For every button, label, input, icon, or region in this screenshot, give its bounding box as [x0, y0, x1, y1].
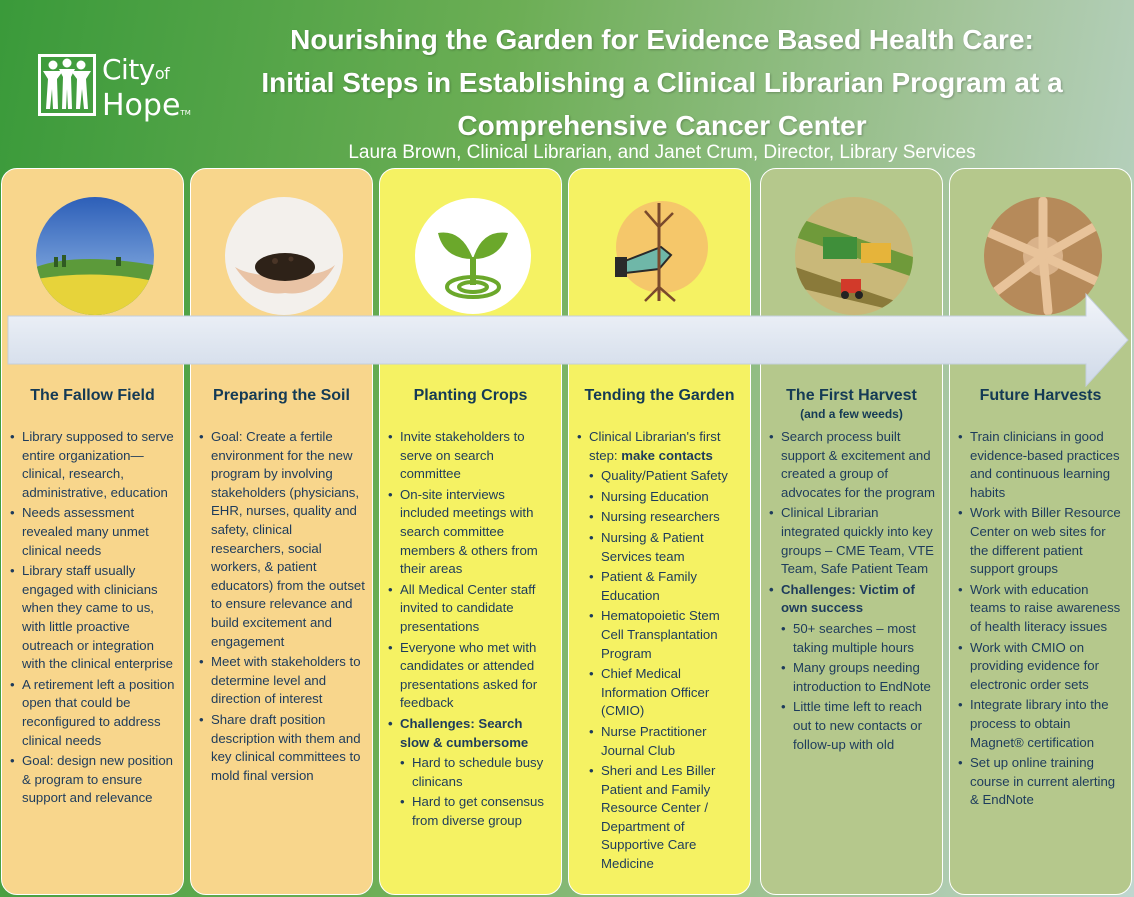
list-item: • Meet with stakeholders to determine level and direction of interest: [199, 653, 366, 709]
list-item: • Work with education teams to raise awareness of health literacy issues: [958, 581, 1125, 637]
list-subitem: • Nurse Practitioner Journal Club: [589, 723, 744, 760]
title-line-3: Comprehensive Cancer Center: [457, 110, 867, 141]
column-heading: The First Harvest: [786, 387, 917, 404]
column-future-harvests: [949, 168, 1132, 895]
column-list: [388, 428, 555, 832]
logo-trademark: TM: [180, 109, 191, 117]
hands-soil-icon: [225, 197, 343, 315]
column-list: [769, 428, 936, 756]
list-item: • Work with CMIO on providing evidence for electronic order sets: [958, 639, 1125, 695]
list-item: • Everyone who met with candidates or attended presentations asked for feedback: [388, 639, 555, 713]
lead-bold-text: make contacts: [621, 447, 713, 463]
list-subitem: • Hard to schedule busy clinicans: [400, 754, 555, 791]
sprout-icon: [414, 197, 532, 315]
column-list: [958, 428, 1125, 812]
list-item: • On-site interviews included meetings with search committee members & others from their areas: [388, 486, 555, 579]
column-planting-crops: [379, 168, 562, 895]
list-subitem: • Nursing Education: [589, 488, 744, 507]
column-heading: Tending the Garden: [584, 387, 735, 404]
people-logo-icon: [38, 54, 96, 116]
challenges-item: • Challenges: Search slow & cumbersome: [388, 715, 555, 752]
meadow-icon: [36, 197, 154, 315]
list-item: • Clinical Librarian integrated quickly into key groups – CME Team, VTE Team, Safe Patient Team: [769, 504, 936, 578]
list-item: • Goal: Create a fertile environment for the new program by involving stakeholders (physicians, EHR, nurses, quality and safety, clinical researchers, social workers, & patient educators) from the outset to ensure relevance and build excitement and engagement: [199, 428, 366, 651]
list-subitem: • Hematopoietic Stem Cell Transplantation Program: [589, 607, 744, 663]
list-subitem: • Little time left to reach out to new contacts or follow-up with old: [781, 698, 936, 754]
list-item: • Search process built support & excitement and created a group of advocates for the program: [769, 428, 936, 502]
list-subitem: • Hard to get consensus from diverse group: [400, 793, 555, 830]
list-item: • Library staff usually engaged with clinicians when they came to us, with little proactive outreach or integration with the clinical enterprise: [10, 562, 177, 674]
challenges-item: • Challenges: Victim of own success: [769, 581, 936, 618]
list-subitem: • Chief Medical Information Officer (CMIO): [589, 665, 744, 721]
list-subitem: • 50+ searches – most taking multiple hours: [781, 620, 936, 657]
column-heading: Planting Crops: [413, 387, 528, 404]
column-tending-garden: [568, 168, 751, 895]
list-item: [577, 428, 744, 465]
lead-text: Clinical Librarian's first step:: [589, 429, 721, 463]
title-line-2: Initial Steps in Establishing a Clinical Librarian Program at a: [261, 67, 1063, 98]
list-subitem: • Quality/Patient Safety: [589, 467, 744, 486]
list-subitem: • Many groups needing introduction to EndNote: [781, 659, 936, 696]
city-of-hope-logo: [38, 54, 208, 124]
list-item: • Set up online training course in current alerting & EndNote: [958, 754, 1125, 810]
title-line-1: Nourishing the Garden for Evidence Based Health Care:: [290, 24, 1034, 55]
poster-title: [200, 18, 1124, 147]
column-first-harvest: [760, 168, 943, 895]
column-heading: The Fallow Field: [30, 387, 155, 404]
list-item: • All Medical Center staff invited to candidate presentations: [388, 581, 555, 637]
hands-circle-icon: [984, 197, 1102, 315]
list-subitem: • Nursing & Patient Services team: [589, 529, 744, 566]
list-item: • Train clinicians in good evidence-based practices and continuous learning habits: [958, 428, 1125, 502]
list-item: • Library supposed to serve entire organization—clinical, research, administrative, education: [10, 428, 177, 502]
list-item: • Invite stakeholders to serve on search committee: [388, 428, 555, 484]
list-item: • A retirement left a position open that could be reconfigured to address clinical needs: [10, 676, 177, 750]
column-list: [199, 428, 366, 787]
list-item: • Work with Biller Resource Center on web sites for the different patient support groups: [958, 504, 1125, 578]
list-item: • Goal: design new position & program to ensure support and relevance: [10, 752, 177, 808]
list-subitem: • Sheri and Les Biller Patient and Family Resource Center / Department of Supportive Care Medicine: [589, 762, 744, 874]
poster-header: [0, 0, 1134, 170]
column-heading: Future Harvests: [979, 387, 1102, 404]
column-subheading: (and a few weeds): [800, 407, 903, 421]
column-heading: Preparing the Soil: [213, 387, 350, 404]
column-preparing-soil: [190, 168, 373, 895]
list-subitem: • Patient & Family Education: [589, 568, 744, 605]
logo-text-of: of: [154, 64, 170, 83]
authors: Laura Brown, Clinical Librarian, and Janet Crum, Director, Library Services: [348, 142, 976, 163]
list-item: • Share draft position description with them and key clinical committees to mold final version: [199, 711, 366, 785]
column-fallow-field: [1, 168, 184, 895]
list-item: • Needs assessment revealed many unmet clinical needs: [10, 504, 177, 560]
list-subitem: • Nursing researchers: [589, 508, 744, 527]
hand-plant-icon: [605, 197, 719, 311]
harvester-icon: [795, 197, 913, 315]
logo-text-city: City: [102, 53, 155, 86]
column-list: [577, 428, 744, 876]
list-item: • Integrate library into the process to obtain Magnet® certification: [958, 696, 1125, 752]
column-list: [10, 428, 177, 810]
logo-text-hope: Hope: [102, 88, 181, 123]
